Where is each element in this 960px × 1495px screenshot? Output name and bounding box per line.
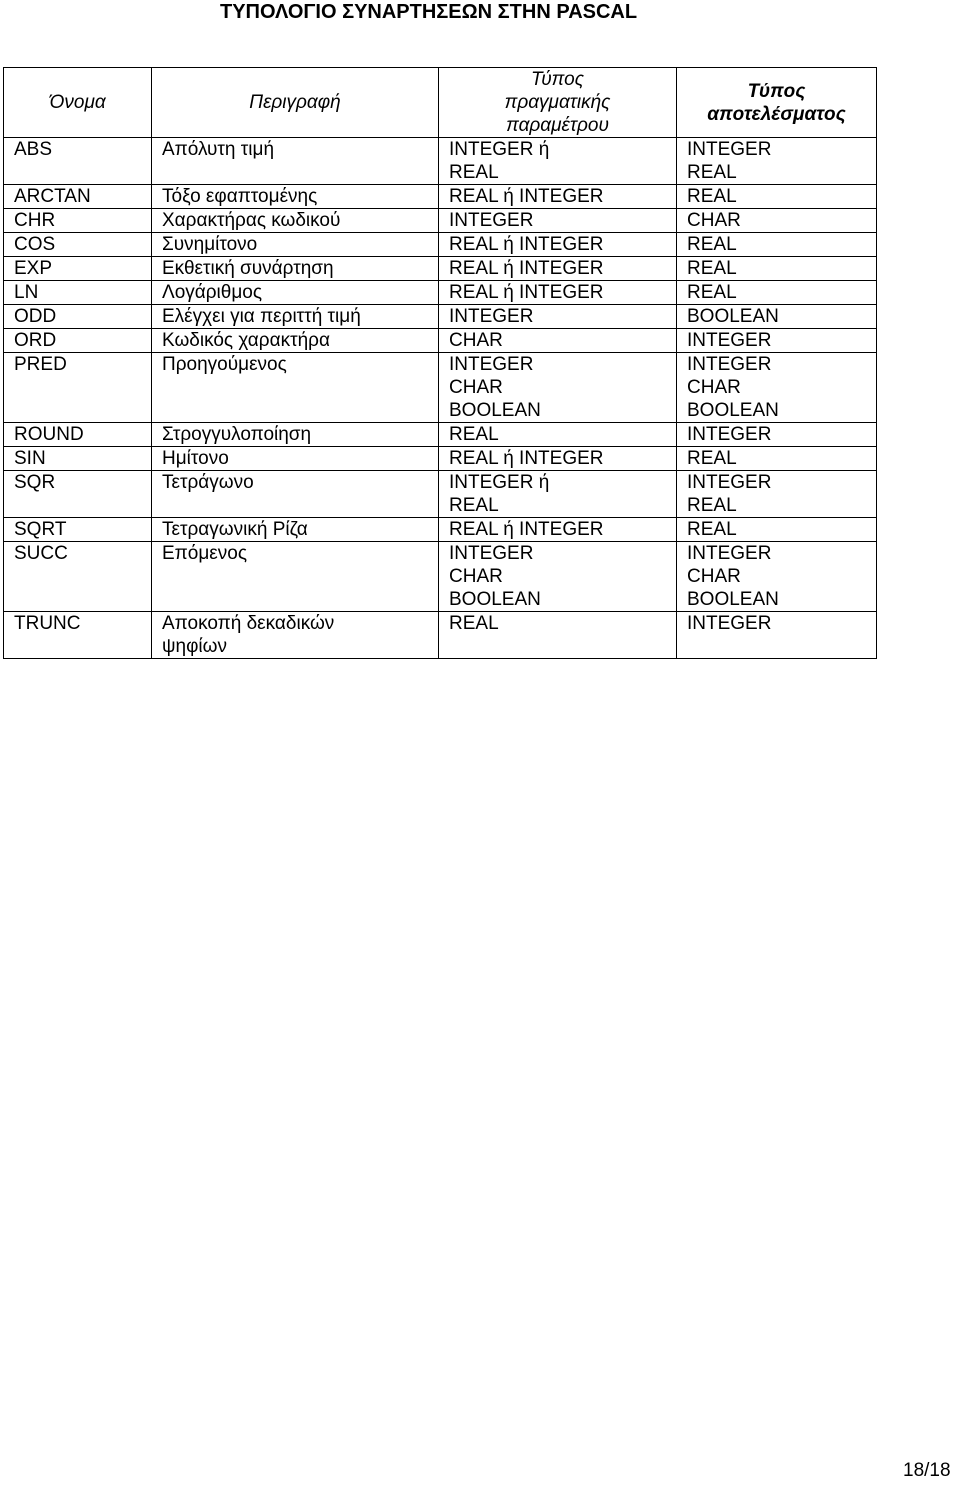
header-param-line: πραγματικής <box>504 92 611 113</box>
param-type-line: REAL ή INTEGER <box>449 186 604 207</box>
header-result-line: αποτελέσματος <box>707 103 846 125</box>
param-type <box>439 353 677 423</box>
table-row <box>4 518 877 542</box>
param-type-line: REAL <box>449 613 499 634</box>
table-row <box>4 353 877 423</box>
function-description <box>152 471 439 518</box>
table-row <box>4 257 877 281</box>
result-type-line: BOOLEAN <box>687 400 779 421</box>
result-type-line: REAL <box>687 282 737 303</box>
page-number: 18/18 <box>903 1460 951 1481</box>
param-type <box>439 233 677 257</box>
param-type <box>439 612 677 659</box>
result-type <box>677 518 877 542</box>
param-type-line: CHAR <box>449 566 503 587</box>
function-description-line: Τετραγωνική Ρίζα <box>162 519 308 540</box>
param-type-line: INTEGER <box>449 543 534 564</box>
function-description <box>152 353 439 423</box>
param-type-line: CHAR <box>449 377 503 398</box>
result-type-line: CHAR <box>687 210 741 231</box>
result-type-line: INTEGER <box>687 330 772 351</box>
function-description <box>152 423 439 447</box>
param-type-line: INTEGER <box>449 306 534 327</box>
function-description <box>152 612 439 659</box>
param-type <box>439 542 677 612</box>
function-description-line: Κωδικός χαρακτήρα <box>162 330 330 351</box>
result-type <box>677 353 877 423</box>
function-name: ROUND <box>4 423 152 447</box>
function-description <box>152 447 439 471</box>
result-type-line: REAL <box>687 258 737 279</box>
result-type <box>677 423 877 447</box>
result-type <box>677 447 877 471</box>
function-name: SQRT <box>4 518 152 542</box>
header-description: Περιγραφή <box>152 68 439 138</box>
param-type-line: REAL ή INTEGER <box>449 448 604 469</box>
param-type-line: BOOLEAN <box>449 589 541 610</box>
function-name: LN <box>4 281 152 305</box>
result-type-line: BOOLEAN <box>687 589 779 610</box>
param-type <box>439 138 677 185</box>
function-description <box>152 257 439 281</box>
table-row <box>4 185 877 209</box>
function-name: ARCTAN <box>4 185 152 209</box>
header-param-line: παραμέτρου <box>506 115 609 136</box>
function-description <box>152 185 439 209</box>
param-type <box>439 423 677 447</box>
param-type-line: REAL ή INTEGER <box>449 234 604 255</box>
function-name: ABS <box>4 138 152 185</box>
result-type-line: REAL <box>687 448 737 469</box>
result-type <box>677 305 877 329</box>
param-type-line: REAL <box>449 495 499 516</box>
result-type-line: INTEGER <box>687 424 772 445</box>
function-name: SQR <box>4 471 152 518</box>
result-type-line: CHAR <box>687 566 741 587</box>
table-row <box>4 447 877 471</box>
header-result-line: Τύπος <box>747 80 806 102</box>
function-description-line: Ελέγχει για περιττή τιμή <box>162 306 361 327</box>
param-type-line: REAL ή INTEGER <box>449 258 604 279</box>
header-result-type <box>677 68 877 138</box>
param-type-line: REAL <box>449 162 499 183</box>
result-type-line: BOOLEAN <box>687 306 779 327</box>
table-row <box>4 209 877 233</box>
table-row <box>4 612 877 659</box>
page-title: ΤΥΠΟΛΟΓΙΟ ΣΥΝΑΡΤΗΣΕΩΝ ΣΤΗΝ PASCAL <box>220 1 638 23</box>
param-type <box>439 471 677 518</box>
result-type <box>677 185 877 209</box>
param-type-line: REAL ή INTEGER <box>449 519 604 540</box>
param-type <box>439 518 677 542</box>
function-name: PRED <box>4 353 152 423</box>
table-row <box>4 329 877 353</box>
function-description-line: Τετράγωνο <box>162 472 254 493</box>
result-type <box>677 281 877 305</box>
function-name: SUCC <box>4 542 152 612</box>
function-description-line: Συνημίτονο <box>162 234 258 255</box>
function-description-line: Αποκοπή δεκαδικών <box>162 613 335 634</box>
function-name: TRUNC <box>4 612 152 659</box>
result-type-line: INTEGER <box>687 354 772 375</box>
param-type <box>439 305 677 329</box>
function-description <box>152 305 439 329</box>
param-type <box>439 447 677 471</box>
function-description <box>152 542 439 612</box>
function-name: EXP <box>4 257 152 281</box>
param-type-line: INTEGER ή <box>449 139 550 160</box>
function-name: COS <box>4 233 152 257</box>
table-row <box>4 305 877 329</box>
table-header-row <box>4 68 877 138</box>
table-body <box>4 138 877 659</box>
result-type-line: INTEGER <box>687 543 772 564</box>
result-type <box>677 138 877 185</box>
function-description <box>152 281 439 305</box>
function-description <box>152 138 439 185</box>
result-type <box>677 233 877 257</box>
result-type <box>677 257 877 281</box>
function-description <box>152 329 439 353</box>
result-type <box>677 612 877 659</box>
result-type <box>677 209 877 233</box>
table-row <box>4 281 877 305</box>
result-type-line: REAL <box>687 186 737 207</box>
function-description-line: Τόξο εφαπτομένης <box>162 186 318 207</box>
param-type <box>439 329 677 353</box>
param-type-line: REAL <box>449 424 499 445</box>
result-type-line: REAL <box>687 495 737 516</box>
function-description-line: Ημίτονο <box>162 448 229 469</box>
result-type <box>677 471 877 518</box>
param-type-line: CHAR <box>449 330 503 351</box>
header-param-line: Τύπος <box>531 69 584 90</box>
function-description <box>152 518 439 542</box>
function-name: SIN <box>4 447 152 471</box>
table-row <box>4 233 877 257</box>
result-type-line: REAL <box>687 519 737 540</box>
result-type-line: INTEGER <box>687 613 772 634</box>
param-type-line: INTEGER <box>449 210 534 231</box>
result-type <box>677 542 877 612</box>
table-row <box>4 471 877 518</box>
table-row <box>4 542 877 612</box>
result-type-line: INTEGER <box>687 139 772 160</box>
function-description-line: Απόλυτη τιμή <box>162 139 275 160</box>
result-type-line: REAL <box>687 234 737 255</box>
result-type-line: INTEGER <box>687 472 772 493</box>
table-row <box>4 138 877 185</box>
function-description-line: Επόμενος <box>162 543 247 564</box>
functions-table <box>3 67 877 659</box>
function-description-line: Χαρακτήρας κωδικού <box>162 210 341 231</box>
function-description-line: Στρογγυλοποίηση <box>162 424 312 445</box>
param-type-line: BOOLEAN <box>449 400 541 421</box>
function-description <box>152 209 439 233</box>
function-name: ORD <box>4 329 152 353</box>
result-type-line: REAL <box>687 162 737 183</box>
param-type-line: INTEGER ή <box>449 472 550 493</box>
function-name: CHR <box>4 209 152 233</box>
param-type-line: INTEGER <box>449 354 534 375</box>
function-description-line: Εκθετική συνάρτηση <box>162 258 334 279</box>
function-description-line: Προηγούμενος <box>162 354 287 375</box>
param-type-line: REAL ή INTEGER <box>449 282 604 303</box>
header-param-type <box>439 68 677 138</box>
result-type-line: CHAR <box>687 377 741 398</box>
result-type <box>677 329 877 353</box>
param-type <box>439 257 677 281</box>
function-description-line: ψηφίων <box>162 636 227 657</box>
param-type <box>439 209 677 233</box>
param-type <box>439 185 677 209</box>
header-name: Όνομα <box>4 68 152 138</box>
param-type <box>439 281 677 305</box>
function-description <box>152 233 439 257</box>
table-row <box>4 423 877 447</box>
function-description-line: Λογάριθμος <box>162 282 263 303</box>
function-name: ODD <box>4 305 152 329</box>
